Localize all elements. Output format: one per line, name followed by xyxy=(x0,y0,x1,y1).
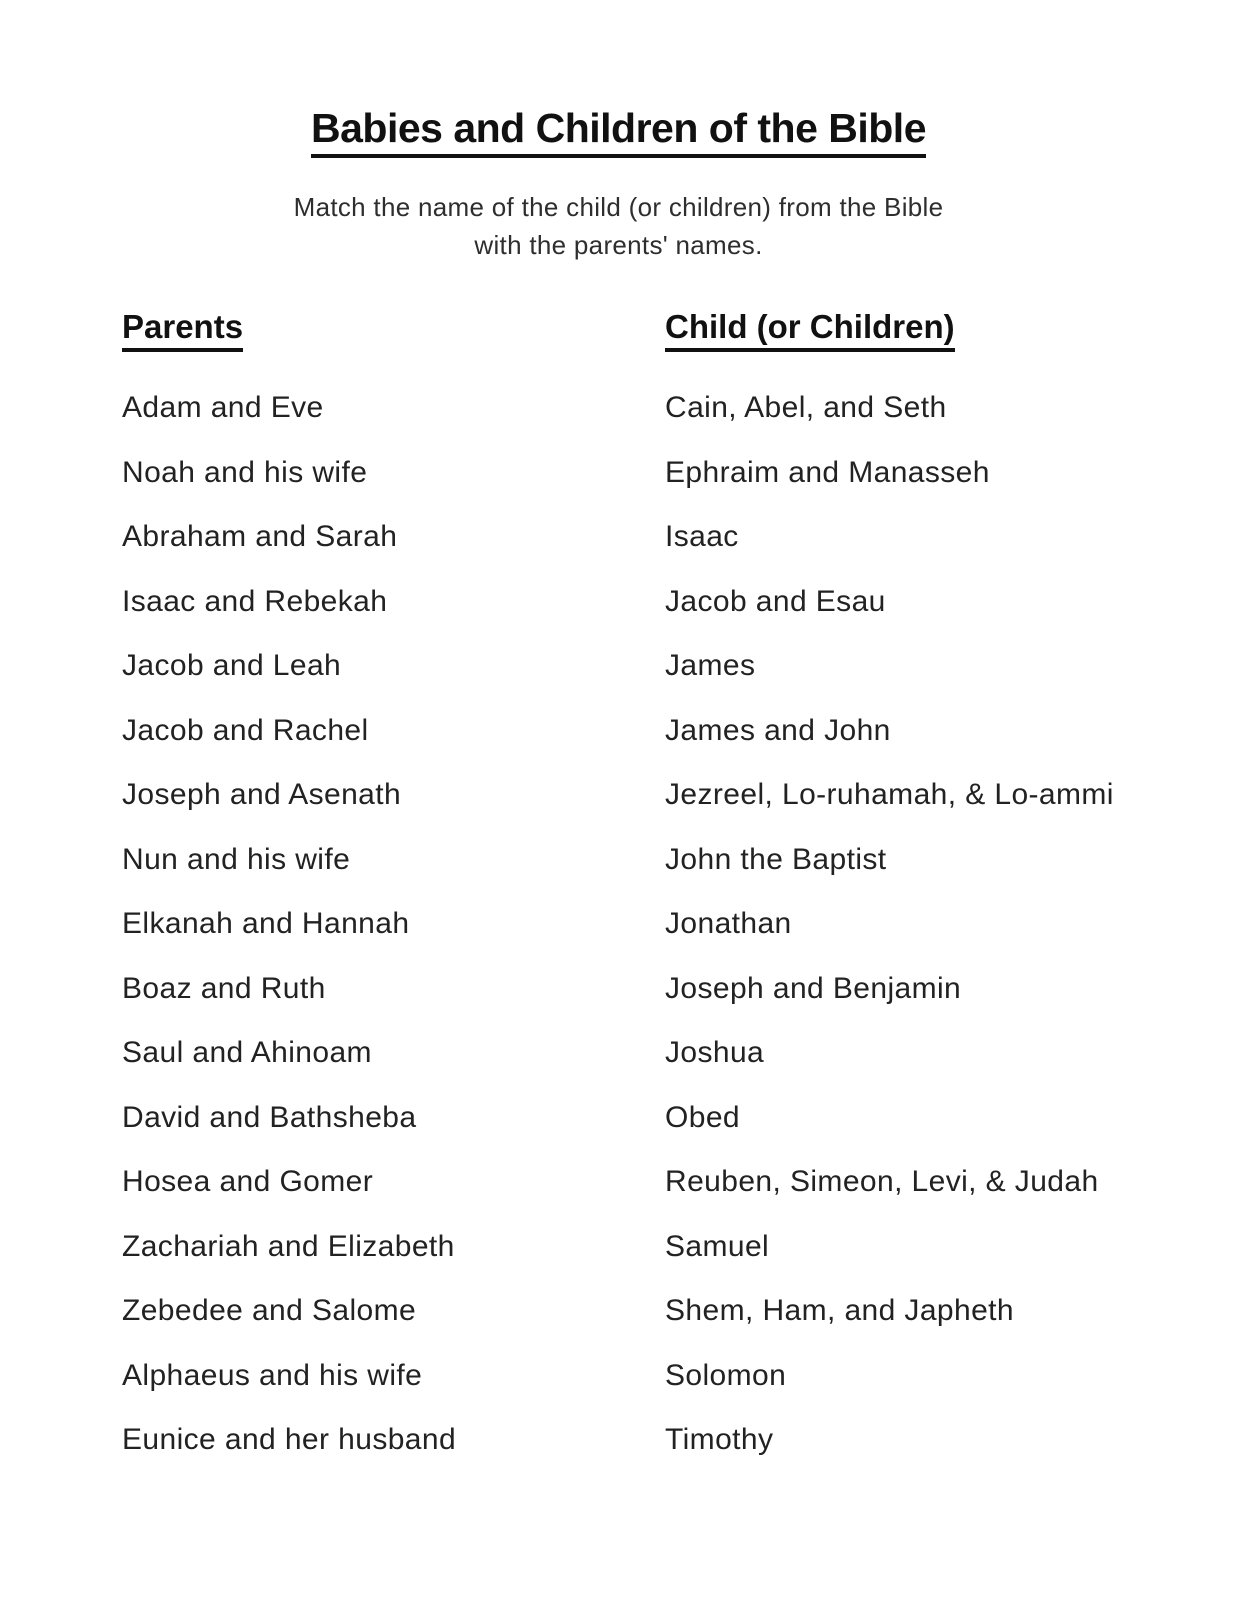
child-cell: Samuel xyxy=(665,1229,770,1263)
child-cell: Jezreel, Lo-ruhamah, & Lo-ammi xyxy=(665,778,1114,812)
child-cell: Ephraim and Manasseh xyxy=(665,455,990,489)
child-cell: John the Baptist xyxy=(665,842,887,876)
page-title: Babies and Children of the Bible xyxy=(311,106,926,158)
parent-cell: Joseph and Asenath xyxy=(122,778,402,812)
instructions-line-1: Match the name of the child (or children) from the Bible xyxy=(293,192,944,223)
table-row xyxy=(122,376,1112,441)
parent-cell: Nun and his wife xyxy=(122,842,351,876)
child-cell: James and John xyxy=(665,713,891,747)
children-column-header xyxy=(665,308,1112,352)
table-row xyxy=(122,1344,1112,1409)
child-cell: Joshua xyxy=(665,1036,765,1070)
parent-cell: Saul and Ahinoam xyxy=(122,1036,372,1070)
child-cell: Shem, Ham, and Japheth xyxy=(665,1294,1014,1328)
child-cell: Timothy xyxy=(665,1423,774,1457)
child-cell: Obed xyxy=(665,1100,740,1134)
table-row xyxy=(122,634,1112,699)
table-rows xyxy=(122,376,1112,1473)
table-row xyxy=(122,1150,1112,1215)
table-row xyxy=(122,763,1112,828)
table-row xyxy=(122,1086,1112,1151)
parent-cell: Zebedee and Salome xyxy=(122,1294,417,1328)
parent-cell: Eunice and her husband xyxy=(122,1423,457,1457)
child-cell: Jacob and Esau xyxy=(665,584,886,618)
parent-cell: Noah and his wife xyxy=(122,455,368,489)
table-row xyxy=(122,1021,1112,1086)
parent-cell: Boaz and Ruth xyxy=(122,971,326,1005)
child-cell: Isaac xyxy=(665,520,739,554)
children-column-header-label: Child (or Children) xyxy=(665,308,955,352)
title-wrap xyxy=(0,0,1237,158)
child-cell: Reuben, Simeon, Levi, & Judah xyxy=(665,1165,1099,1199)
parent-cell: Alphaeus and his wife xyxy=(122,1358,423,1392)
parent-cell: Elkanah and Hannah xyxy=(122,907,410,941)
child-cell: Solomon xyxy=(665,1358,787,1392)
parent-cell: Adam and Eve xyxy=(122,391,324,425)
parent-cell: David and Bathsheba xyxy=(122,1100,417,1134)
table-row xyxy=(122,699,1112,764)
table-row xyxy=(122,1408,1112,1473)
table-row xyxy=(122,570,1112,635)
parent-cell: Zachariah and Elizabeth xyxy=(122,1229,455,1263)
table-row xyxy=(122,1279,1112,1344)
match-table xyxy=(122,308,1112,1472)
table-row xyxy=(122,1215,1112,1280)
parent-cell: Jacob and Rachel xyxy=(122,713,369,747)
child-cell: Cain, Abel, and Seth xyxy=(665,391,947,425)
child-cell: James xyxy=(665,649,756,683)
child-cell: Joseph and Benjamin xyxy=(665,971,962,1005)
parents-column-header-label: Parents xyxy=(122,308,243,352)
table-row xyxy=(122,828,1112,893)
table-row xyxy=(122,957,1112,1022)
table-header-row xyxy=(122,308,1112,352)
child-cell: Jonathan xyxy=(665,907,792,941)
parent-cell: Abraham and Sarah xyxy=(122,520,398,554)
parent-cell: Jacob and Leah xyxy=(122,649,342,683)
table-row xyxy=(122,441,1112,506)
instructions-line-2: with the parents' names. xyxy=(474,230,763,261)
parent-cell: Hosea and Gomer xyxy=(122,1165,374,1199)
table-row xyxy=(122,505,1112,570)
instructions xyxy=(0,188,1237,264)
parent-cell: Isaac and Rebekah xyxy=(122,584,388,618)
parents-column-header xyxy=(122,308,665,352)
table-row xyxy=(122,892,1112,957)
